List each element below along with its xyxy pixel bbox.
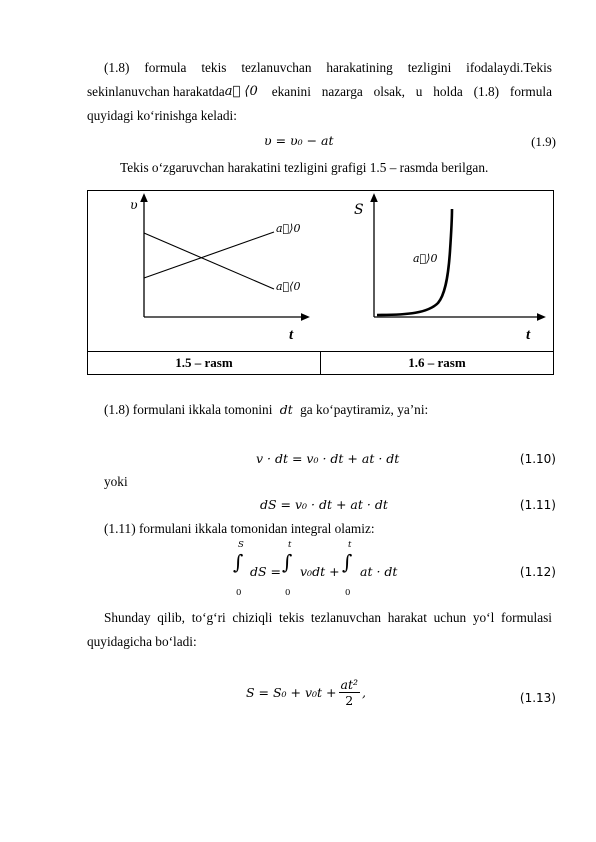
integral1-upper: S <box>238 540 244 550</box>
para1-line2-a: sekinlanuvchan harakatda <box>87 84 225 99</box>
para3-before: (1.8) formulani ikkala tomonini <box>104 402 273 417</box>
eq-1-13-formula <box>246 677 366 708</box>
para2: Tekis o‘zgaruvchan harakatini tezligini grafigi 1.5 – rasmda berilgan. <box>120 160 489 175</box>
integral3-upper: t <box>348 540 352 550</box>
eq-1-13-numerator: at² <box>340 677 359 692</box>
eq-1-13-number: (1.13) <box>519 691 556 705</box>
eq-1-10-formula: v · dt = v₀ · dt + at · dt <box>256 451 400 466</box>
integral-sign-3: ∫ <box>342 550 353 574</box>
para4: (1.11) formulani ikkala tomonidan integral olamiz: <box>104 521 375 536</box>
eq-1-13-denominator: 2 <box>345 693 354 708</box>
v-axis-label: υ <box>130 197 138 212</box>
eq-1-9-number: (1.9) <box>531 134 556 149</box>
line-accelerating <box>144 232 274 278</box>
para1-line2-b: ekanini nazarga olsak, u holda (1.8) formula <box>271 84 552 99</box>
label-a-less-0: a⃗⟨0 <box>276 280 301 293</box>
label-a-greater-0: a⃗⟩0 <box>276 222 301 235</box>
eq-1-11-formula: dS = v₀ · dt + at · dt <box>260 497 388 512</box>
line-decelerating <box>144 233 274 289</box>
eq-1-13-fraction <box>339 677 361 708</box>
t-axis-label-left: t <box>289 327 294 343</box>
integral-sign-2: ∫ <box>282 550 293 574</box>
eq-1-13-lhs: S = S₀ + v₀t + <box>246 685 337 700</box>
word-yoki: yoki <box>104 474 128 489</box>
eq-1-9-formula: υ = υ₀ − at <box>264 133 334 148</box>
integral1-lower: 0 <box>236 588 242 598</box>
para5-line2: quyidagicha bo‘ladi: <box>87 634 197 649</box>
eq-1-12-formula <box>230 540 430 600</box>
para1-line3: quyidagi ko‘rinishga keladi: <box>87 108 237 123</box>
eq-1-13-tail: , <box>362 685 367 700</box>
eq-1-12-number: (1.12) <box>519 565 556 579</box>
integral3-term: at · dt <box>360 564 398 579</box>
integral2-upper: t <box>288 540 292 550</box>
integral2-term: v₀dt + <box>300 564 340 579</box>
integral2-lower: 0 <box>285 588 291 598</box>
figure-graphs <box>88 191 553 351</box>
figure-table <box>87 190 554 375</box>
para1-line1: (1.8) formula tekis tezlanuvchan harakatining tezligini ifodalaydi.Tekis <box>104 60 552 75</box>
integral-sign-1: ∫ <box>233 550 244 574</box>
caption-fig-1-5: 1.5 – rasm <box>88 352 321 375</box>
graph-distance <box>354 197 542 343</box>
para1-line2 <box>87 84 552 100</box>
graph-velocity <box>130 197 306 343</box>
figure-graphs-cell <box>88 191 554 352</box>
para3-after: ga ko‘paytiramiz, ya’ni: <box>300 402 429 417</box>
eq-1-11-number: (1.11) <box>519 498 556 512</box>
t-axis-label-right: t <box>526 327 531 343</box>
inline-formula-a-less-0: a⃗ ⟨0 <box>224 84 258 99</box>
eq-1-10-number: (1.10) <box>519 452 556 466</box>
s-axis-label: S <box>354 202 364 218</box>
curve-label-a-greater-0: a⃗⟩0 <box>413 252 438 265</box>
caption-fig-1-6: 1.6 – rasm <box>321 352 554 375</box>
para3 <box>104 402 428 418</box>
integral3-lower: 0 <box>345 588 351 598</box>
para5-line1: Shunday qilib, to‘g‘ri chiziqli tekis tezlanuvchan harakat uchun yo‘l formulasi <box>104 610 552 625</box>
integral1-term: dS = <box>250 564 282 579</box>
para3-var-dt: dt <box>279 402 293 417</box>
